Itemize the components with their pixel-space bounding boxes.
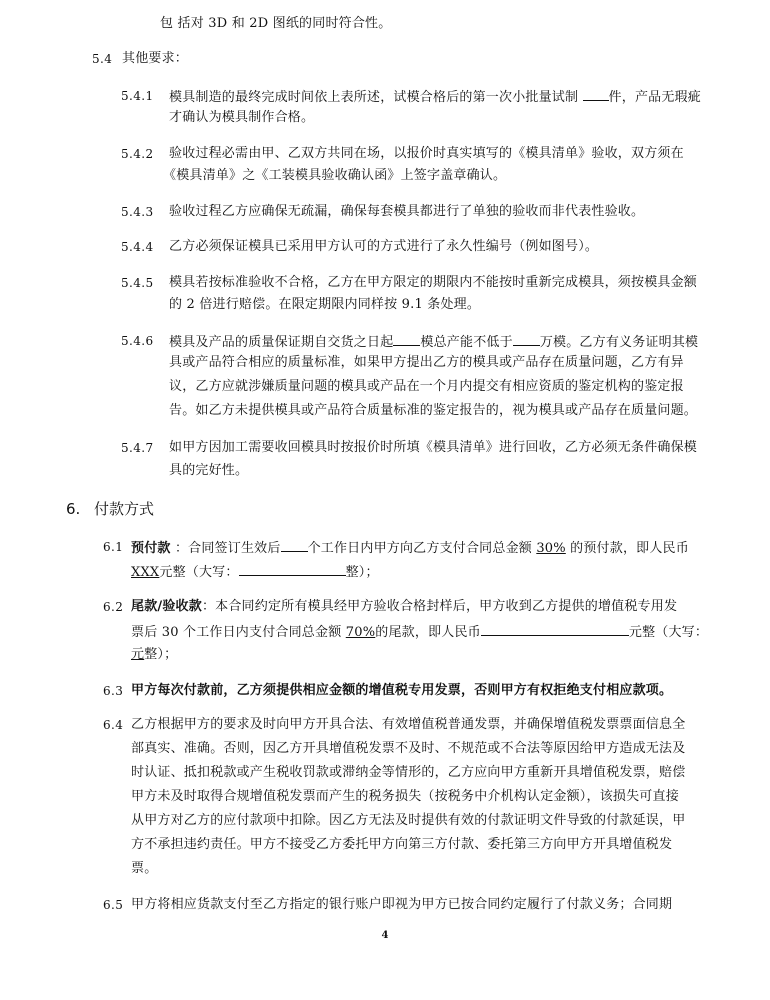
blank-field [513,333,540,346]
blank-field [239,563,346,576]
item-5-4-1-line-2: 才确认为模具制作合格。 [169,110,315,125]
item-number-6-4: 6.4 [103,718,124,732]
item-5-4-7-line-1: 如甲方因加工需要收回模具时按报价时所填《模具清单》进行回收，乙方必须无条件确保模 [169,440,698,455]
item-6-4-line-3: 时认证、抵扣税款或产生税收罚款或滞纳金等情形的，乙方应向甲方重新开具增值税发票，赔偿 [131,765,686,780]
item-number-6-5: 6.5 [103,898,124,912]
item-5-4-4-line-1: 乙方必须保证模具已采用甲方认可的方式进行了永久性编号（例如图号）。 [169,239,599,254]
section-title-6: 付款方式 [94,500,155,518]
item-number-5-4-3: 5.4.3 [121,205,154,219]
item-6-1-line-1: 预付款 ：合同签订生效后 个工作日内甲方向乙方支付合同总金额 30% 的预付款，即人民币 [131,541,689,556]
item-number-5-4-2: 5.4.2 [121,147,154,161]
item-5-4-6-line-3: 议，乙方应就涉嫌质量问题的模具或产品在一个月内提交有相应资质的鉴定机构的鉴定报 [169,379,684,394]
item-6-2-line-1: 尾款/验收款：本合同约定所有模具经甲方验收合格封样后，甲方收到乙方提供的增值税专用发 [131,599,678,614]
item-6-4-line-6: 方不承担违约责任。甲方不接受乙方委托甲方向第三方付款、委托第三方向甲方开具增值税发 [131,837,673,852]
continuation-line: 包 括对 3D 和 2D 图纸的同时符合性。 [160,16,392,31]
item-6-2-line-2: 票后 30 个工作日内支付合同总金额 70%的尾款，即人民币 元整（大写： [131,625,709,640]
item-5-4-3-line-1: 验收过程乙方应确保无疏漏，确保每套模具都进行了单独的验收而非代表性验收。 [169,204,645,219]
blank-field [583,88,609,101]
section-number-6: 6. [66,500,81,518]
item-5-4-7-line-2: 具的完好性。 [169,463,249,478]
item-number-5-4-6: 5.4.6 [121,334,154,348]
item-number-5-4-1: 5.4.1 [121,89,154,103]
item-6-4-line-4: 甲方未及时取得合规增值税发票而产生的税务损失（按税务中介机构认定金额），该损失可直接 [131,789,679,804]
item-5-4-2-line-2: 《模具清单》之《工装模具验收确认函》上签字盖章确认。 [163,168,507,183]
item-5-4-1-line-1: 模具制造的最终完成时间依上表所述，试模合格后的第一次小批量试制 件，产品无瑕疵 [169,90,701,105]
item-5-4-5-line-1: 模具若按标准验收不合格，乙方在甲方限定的期限内不能按时重新完成模具，须按模具金额 [169,275,698,290]
blank-field [281,539,308,552]
item-number-5-4-5: 5.4.5 [121,276,154,290]
blank-field [481,623,629,636]
item-6-5-line-1: 甲方将相应货款支付至乙方指定的银行账户即视为甲方已按合同约定履行了付款义务；合同期 [131,897,673,912]
section-number-5-4: 5.4 [92,52,113,66]
item-number-6-3: 6.3 [103,684,124,698]
item-number-6-1: 6.1 [103,540,124,554]
section-title-5-4: 其他要求： [122,51,189,66]
item-6-4-line-1: 乙方根据甲方的要求及时向甲方开具合法、有效增值税普通发票，并确保增值税发票票面信息全 [131,717,686,732]
item-6-4-line-5: 从甲方对乙方的应付款项中扣除。因乙方无法及时提供有效的付款证明文件导致的付款延误，甲 [131,813,686,828]
item-5-4-5-line-2: 的 2 倍进行赔偿。在限定期限内同样按 9.1 条处理。 [169,297,481,312]
item-6-3-line-1: 甲方每次付款前，乙方须提供相应金额的增值税专用发票，否则甲方有权拒绝支付相应款项。 [131,683,673,698]
item-5-4-6-line-4: 告。如乙方未提供模具或产品符合质量标准的鉴定报告的，视为模具或产品存在质量问题。 [169,403,698,418]
item-number-5-4-7: 5.4.7 [121,441,154,455]
item-6-4-line-2: 部真实、准确。否则，因乙方开具增值税发票不及时、不规范或不合法等原因给甲方造成无法及 [131,741,686,756]
item-6-4-line-7: 票。 [131,861,158,876]
item-5-4-2-line-1: 验收过程必需由甲、乙双方共同在场，以报价时真实填写的《模具清单》验收，双方须在 [169,146,684,161]
item-6-2-line-3: 元整）； [131,647,178,662]
page-number: 4 [381,930,389,941]
item-5-4-6-line-2: 具或产品符合相应的质量标准，如果甲方提出乙方的模具或产品存在质量问题，乙方有异 [169,355,684,370]
blank-field [393,333,420,346]
item-6-1-line-2: XXX元整（大写： 整）； [131,565,379,580]
item-number-6-2: 6.2 [103,600,124,614]
item-5-4-6-line-1: 模具及产品的质量保证期自交货之日起 模总产能不低于 万模。乙方有义务证明其模 [169,335,699,350]
item-number-5-4-4: 5.4.4 [121,240,154,254]
